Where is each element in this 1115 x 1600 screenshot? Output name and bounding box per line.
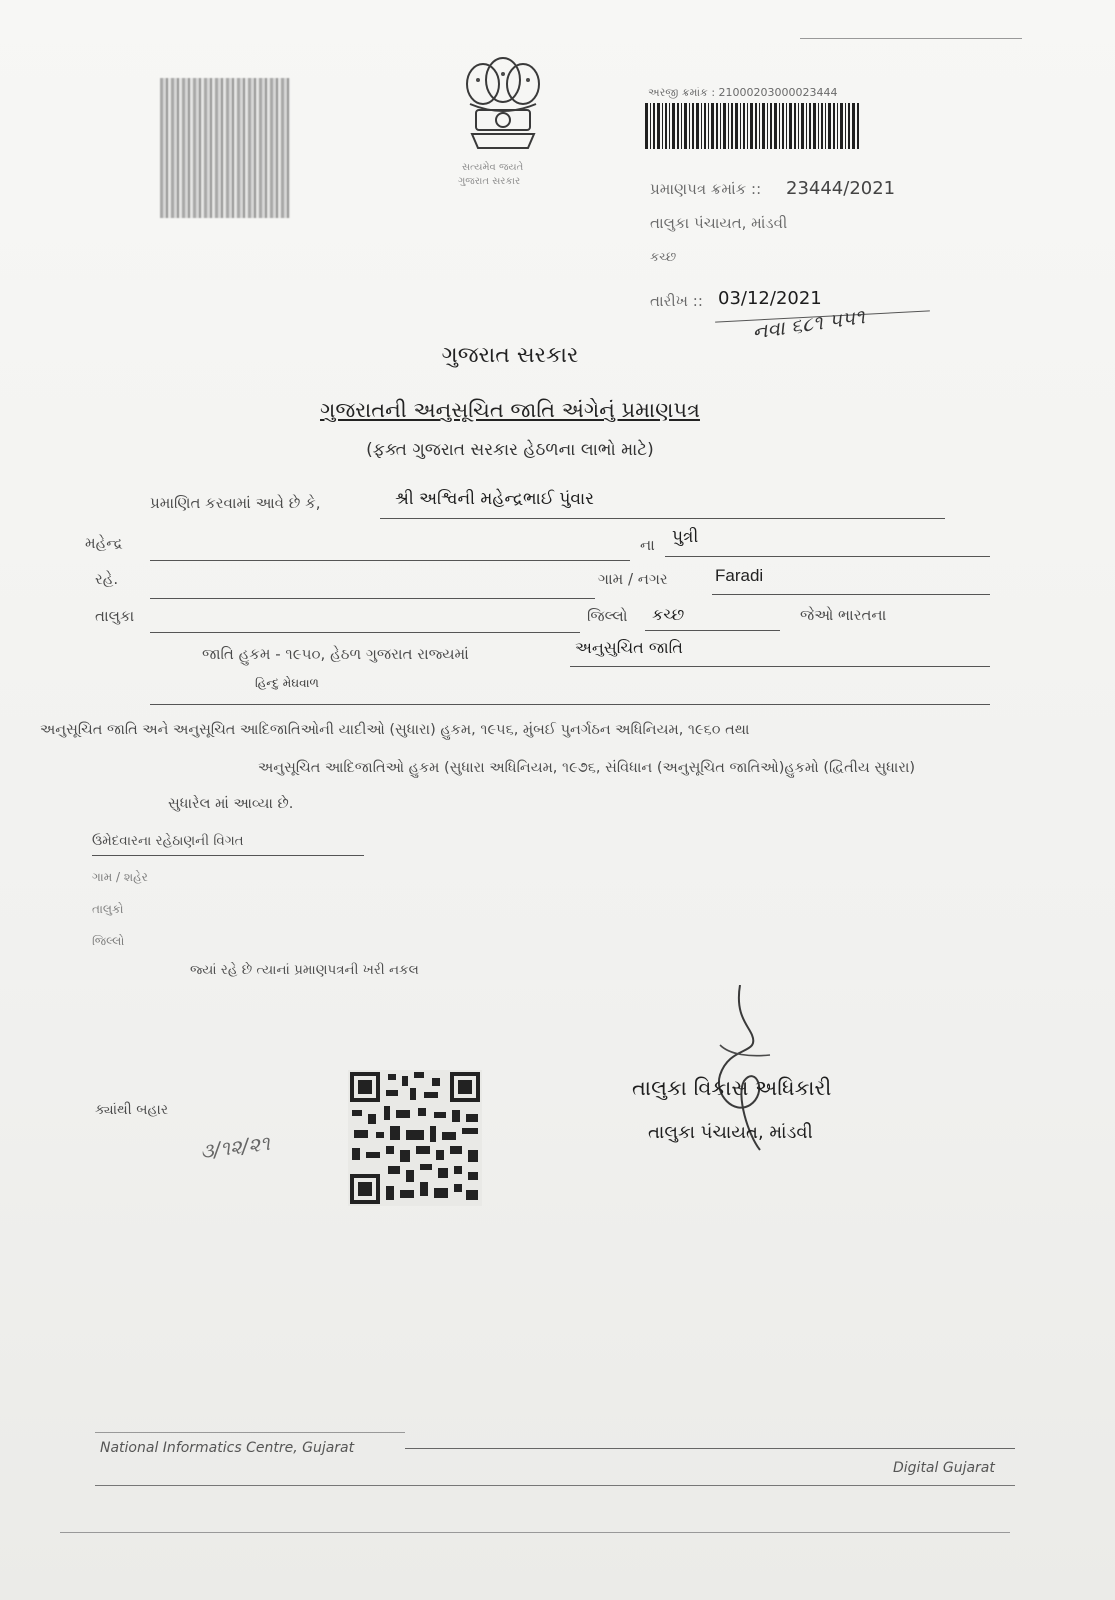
body-line-3: સુધારેલ માં આવ્યા છે.	[168, 796, 294, 812]
category-value: અનુસુચિત જાતિ	[575, 638, 683, 657]
certificate-subtitle: (ફક્ત ગુજરાત સરકાર હેઠળના લાભો માટે)	[366, 440, 654, 460]
taluka-label: તાલુકા	[95, 607, 135, 625]
details-heading: ઉમેદવારના રહેઠાણની વિગત	[92, 833, 244, 849]
district-underline	[645, 630, 780, 631]
footer-nic: National Informatics Centre, Gujarat	[100, 1440, 355, 1456]
category-underline	[570, 666, 990, 667]
officer-title: તાલુકા વિકાસ અધિકારી	[632, 1076, 832, 1100]
relation-underline	[665, 556, 990, 557]
relation-suffix: ના	[640, 536, 655, 554]
body-line-2: અનુસૂચિત આદિજાતિઓ હુકમ (સુધારા અધિનિયમ, ૧૯૭૬, સંવિધાન (અનુસૂચિત જાતિઓ)હુકમો (દ્વિતીય સુધારા)	[258, 760, 916, 776]
residence-underline	[150, 598, 595, 599]
application-number: અરજી ક્રમાંક : 21000203000023444	[648, 86, 838, 99]
emblem-motto: સત્યમેવ જયતે	[462, 162, 524, 173]
barcode	[645, 103, 860, 149]
certificate-number-label: પ્રમાણપત્ર ક્રમાંક ::	[650, 180, 762, 198]
footer-rule	[405, 1448, 1015, 1449]
taluka-underline	[150, 632, 580, 633]
village-underline	[712, 594, 990, 595]
detail-district: જિલ્લો	[92, 934, 125, 948]
date-label: તારીખ ::	[650, 292, 703, 310]
copy-note: જ્યાં રહે છે ત્યાનાં પ્રમાણપત્રની ખરી નકલ	[190, 962, 419, 978]
handwritten-note: નવા ૬૮૧ ૫૫૧	[750, 304, 867, 344]
residence-label: રહે.	[95, 570, 119, 588]
applicant-photo	[160, 78, 290, 218]
emblem-caption: ગુજરાત સરકાર	[458, 176, 521, 187]
village-label: ગામ / નગર	[598, 570, 668, 588]
certificate-title: ગુજરાતની અનુસૂચિત જાતિ અંગેનું પ્રમાણપત્ર	[320, 398, 700, 422]
qr-code	[348, 1070, 482, 1206]
name-underline	[380, 518, 945, 519]
issuing-office: તાલુકા પંચાયત, માંડવી	[650, 214, 788, 232]
issuing-district: કચ્છ	[650, 250, 677, 265]
relation: પુત્રી	[672, 527, 699, 547]
certificate-number: 23444/2021	[786, 178, 896, 199]
top-rule	[800, 38, 1022, 39]
footer-bottom-rule	[95, 1485, 1015, 1486]
village-value: Faradi	[715, 566, 764, 585]
body-line-1: અનુસૂચિત જાતિ અને અનુસૂચિત આદિજાતિઓની યાદીઓ (સુધારા) હુકમ, ૧૯૫૬, મુંબઈ પુનર્ગઠન અધિનિયમ, ૧૯૬૦ તથા	[40, 722, 750, 738]
certificate-date: 03/12/2021	[718, 288, 822, 309]
officer-office: તાલુકા પંચાયત, માંડવી	[648, 1122, 813, 1143]
details-underline	[92, 855, 364, 856]
parent-label: મહેન્દ્ર	[85, 534, 123, 552]
footer-rule-left	[95, 1432, 405, 1433]
applicant-name: શ્રી અશ્વિની મહેન્દ્રભાઈ પુંવાર	[395, 489, 594, 509]
detail-village: ગામ / શહેર	[92, 870, 148, 884]
footer-dotted-rule	[60, 1532, 1010, 1533]
caste-underline	[150, 704, 990, 705]
detail-taluka: તાલુકો	[92, 902, 124, 916]
government-title: ગુજરાત સરકાર	[441, 343, 579, 368]
district-value: કચ્છ	[652, 605, 685, 624]
place-label: ક્યાંથી બહાર	[95, 1102, 169, 1118]
caste-value: હિન્દુ મેઘવાળ	[255, 676, 319, 690]
certify-label: પ્રમાણિત કરવામાં આવે છે કે,	[150, 494, 321, 512]
parent-underline	[150, 560, 630, 561]
resident-of-text: જેઓ ભારતના	[800, 606, 887, 624]
order-text: જાતિ હુકમ - ૧૯૫૦, હેઠળ ગુજરાત રાજ્યમાં	[202, 645, 469, 663]
place-handwritten: ૩/૧૨/૨૧	[198, 1130, 272, 1164]
footer-digital-gujarat: Digital Gujarat	[893, 1460, 995, 1476]
district-label: જિલ્લો	[587, 607, 628, 625]
